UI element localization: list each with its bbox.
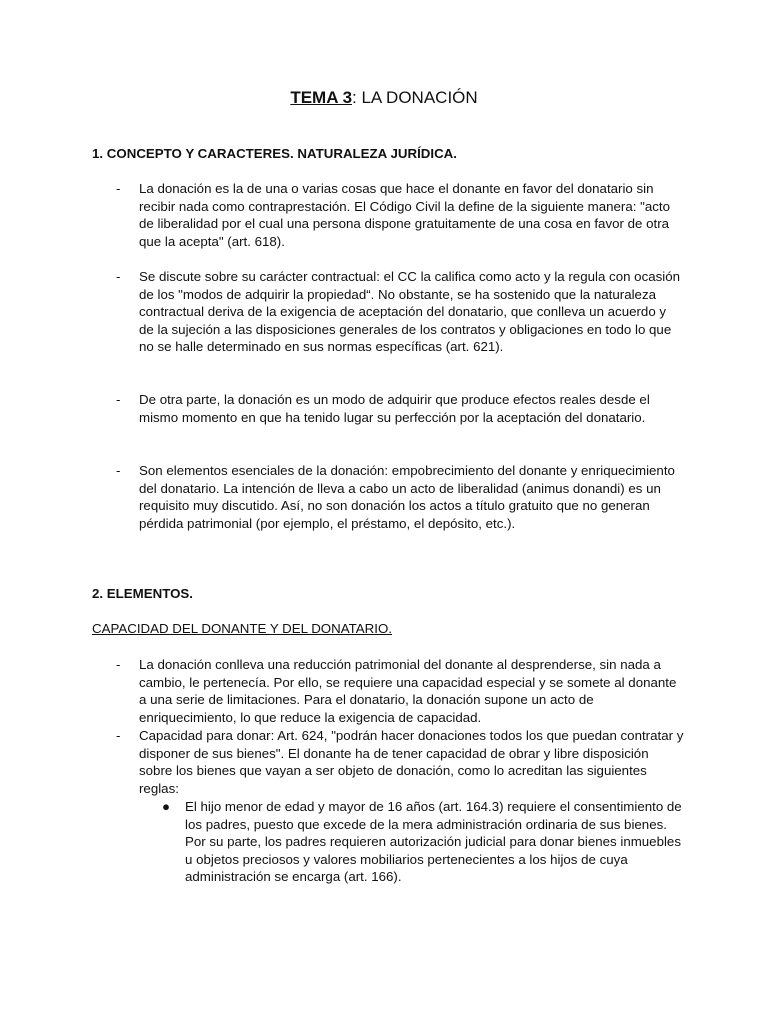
bullet-item-text: El hijo menor de edad y mayor de 16 años (art. 164.3) requiere el consentimiento de los padres, puesto que excede de la mera administración ordinaria de sus bienes. Por su parte, los padres requieren autorización judicial para donar bienes inmuebles u objetos preciosos y valores mobiliarios pertenecientes a los hijos de cuya administración se encarga (art. 166). <box>185 799 682 885</box>
dash-marker: - <box>116 181 121 196</box>
dash-marker: - <box>116 392 121 407</box>
list-item-text: Capacidad para donar: Art. 624, "podrán hacer donaciones todos los que puedan contratar y disponer de sus bienes". El donante ha de tener capacidad de obrar y libre disposición sobre los bienes que vayan a ser objeto de donación, como lo acreditan las siguientes reglas: <box>139 728 684 796</box>
section-2-subheading: CAPACIDAD DEL DONANTE Y DEL DONATARIO. <box>92 621 392 636</box>
dash-marker: - <box>116 463 121 478</box>
list-item <box>92 180 692 250</box>
section-2-heading: 2. ELEMENTOS. <box>92 586 193 601</box>
document-title <box>0 87 768 109</box>
list-item <box>92 462 692 532</box>
bullet-item <box>92 798 692 886</box>
title-topic-number: TEMA 3 <box>290 88 353 107</box>
title-topic-name: : LA DONACIÓN <box>352 88 478 107</box>
list-item-text: Son elementos esenciales de la donación: empobrecimiento del donante y enriquecimiento del donatario. La intención de lleva a cabo un acto de liberalidad (animus donandi) es un requisito muy discutido. Así, no son donación los actos a título gratuito que no generan pérdida patrimonial (por ejemplo, el préstamo, el depósito, etc.). <box>139 463 675 531</box>
dash-marker: - <box>116 728 121 743</box>
list-item-text: De otra parte, la donación es un modo de adquirir que produce efectos reales desde el mismo momento en que ha tenido lugar su perfección por la aceptación del donatario. <box>139 392 650 425</box>
list-item <box>92 727 692 797</box>
dash-marker: - <box>116 269 121 284</box>
list-item-text: Se discute sobre su carácter contractual: el CC la califica como acto y la regula con ocasión de los "modos de adquirir la propiedad“. No obstante, se ha sostenido que la naturaleza contractual deriva de la exigencia de aceptación del donatario, que conlleva un acuerdo y de la sujeción a las disposiciones generales de los contratos y obligaciones en todo lo que no se halle determinado en sus normas específicas (art. 621). <box>139 269 681 355</box>
dash-marker: - <box>116 657 121 672</box>
list-item <box>92 656 692 726</box>
list-item-text: La donación es la de una o varias cosas que hace el donante en favor del donatario sin recibir nada como contraprestación. El Código Civil la define de la siguiente manera: "acto de liberalidad por el cual una persona dispone gratuitamente de una cosa en favor de otra que la acepta" (art. 618). <box>139 181 670 249</box>
list-item <box>92 268 692 356</box>
bullet-marker: ● <box>162 799 171 814</box>
section-1-heading: 1. CONCEPTO Y CARACTERES. NATURALEZA JURÍDICA. <box>92 146 457 161</box>
list-item-text: La donación conlleva una reducción patrimonial del donante al desprenderse, sin nada a cambio, le pertenecía. Por ello, se requiere una capacidad especial y se somete al donante a una serie de limitaciones. Para el donatario, la donación supone un acto de enriquecimiento, lo que reduce la exigencia de capacidad. <box>139 657 677 725</box>
list-item <box>92 391 692 426</box>
